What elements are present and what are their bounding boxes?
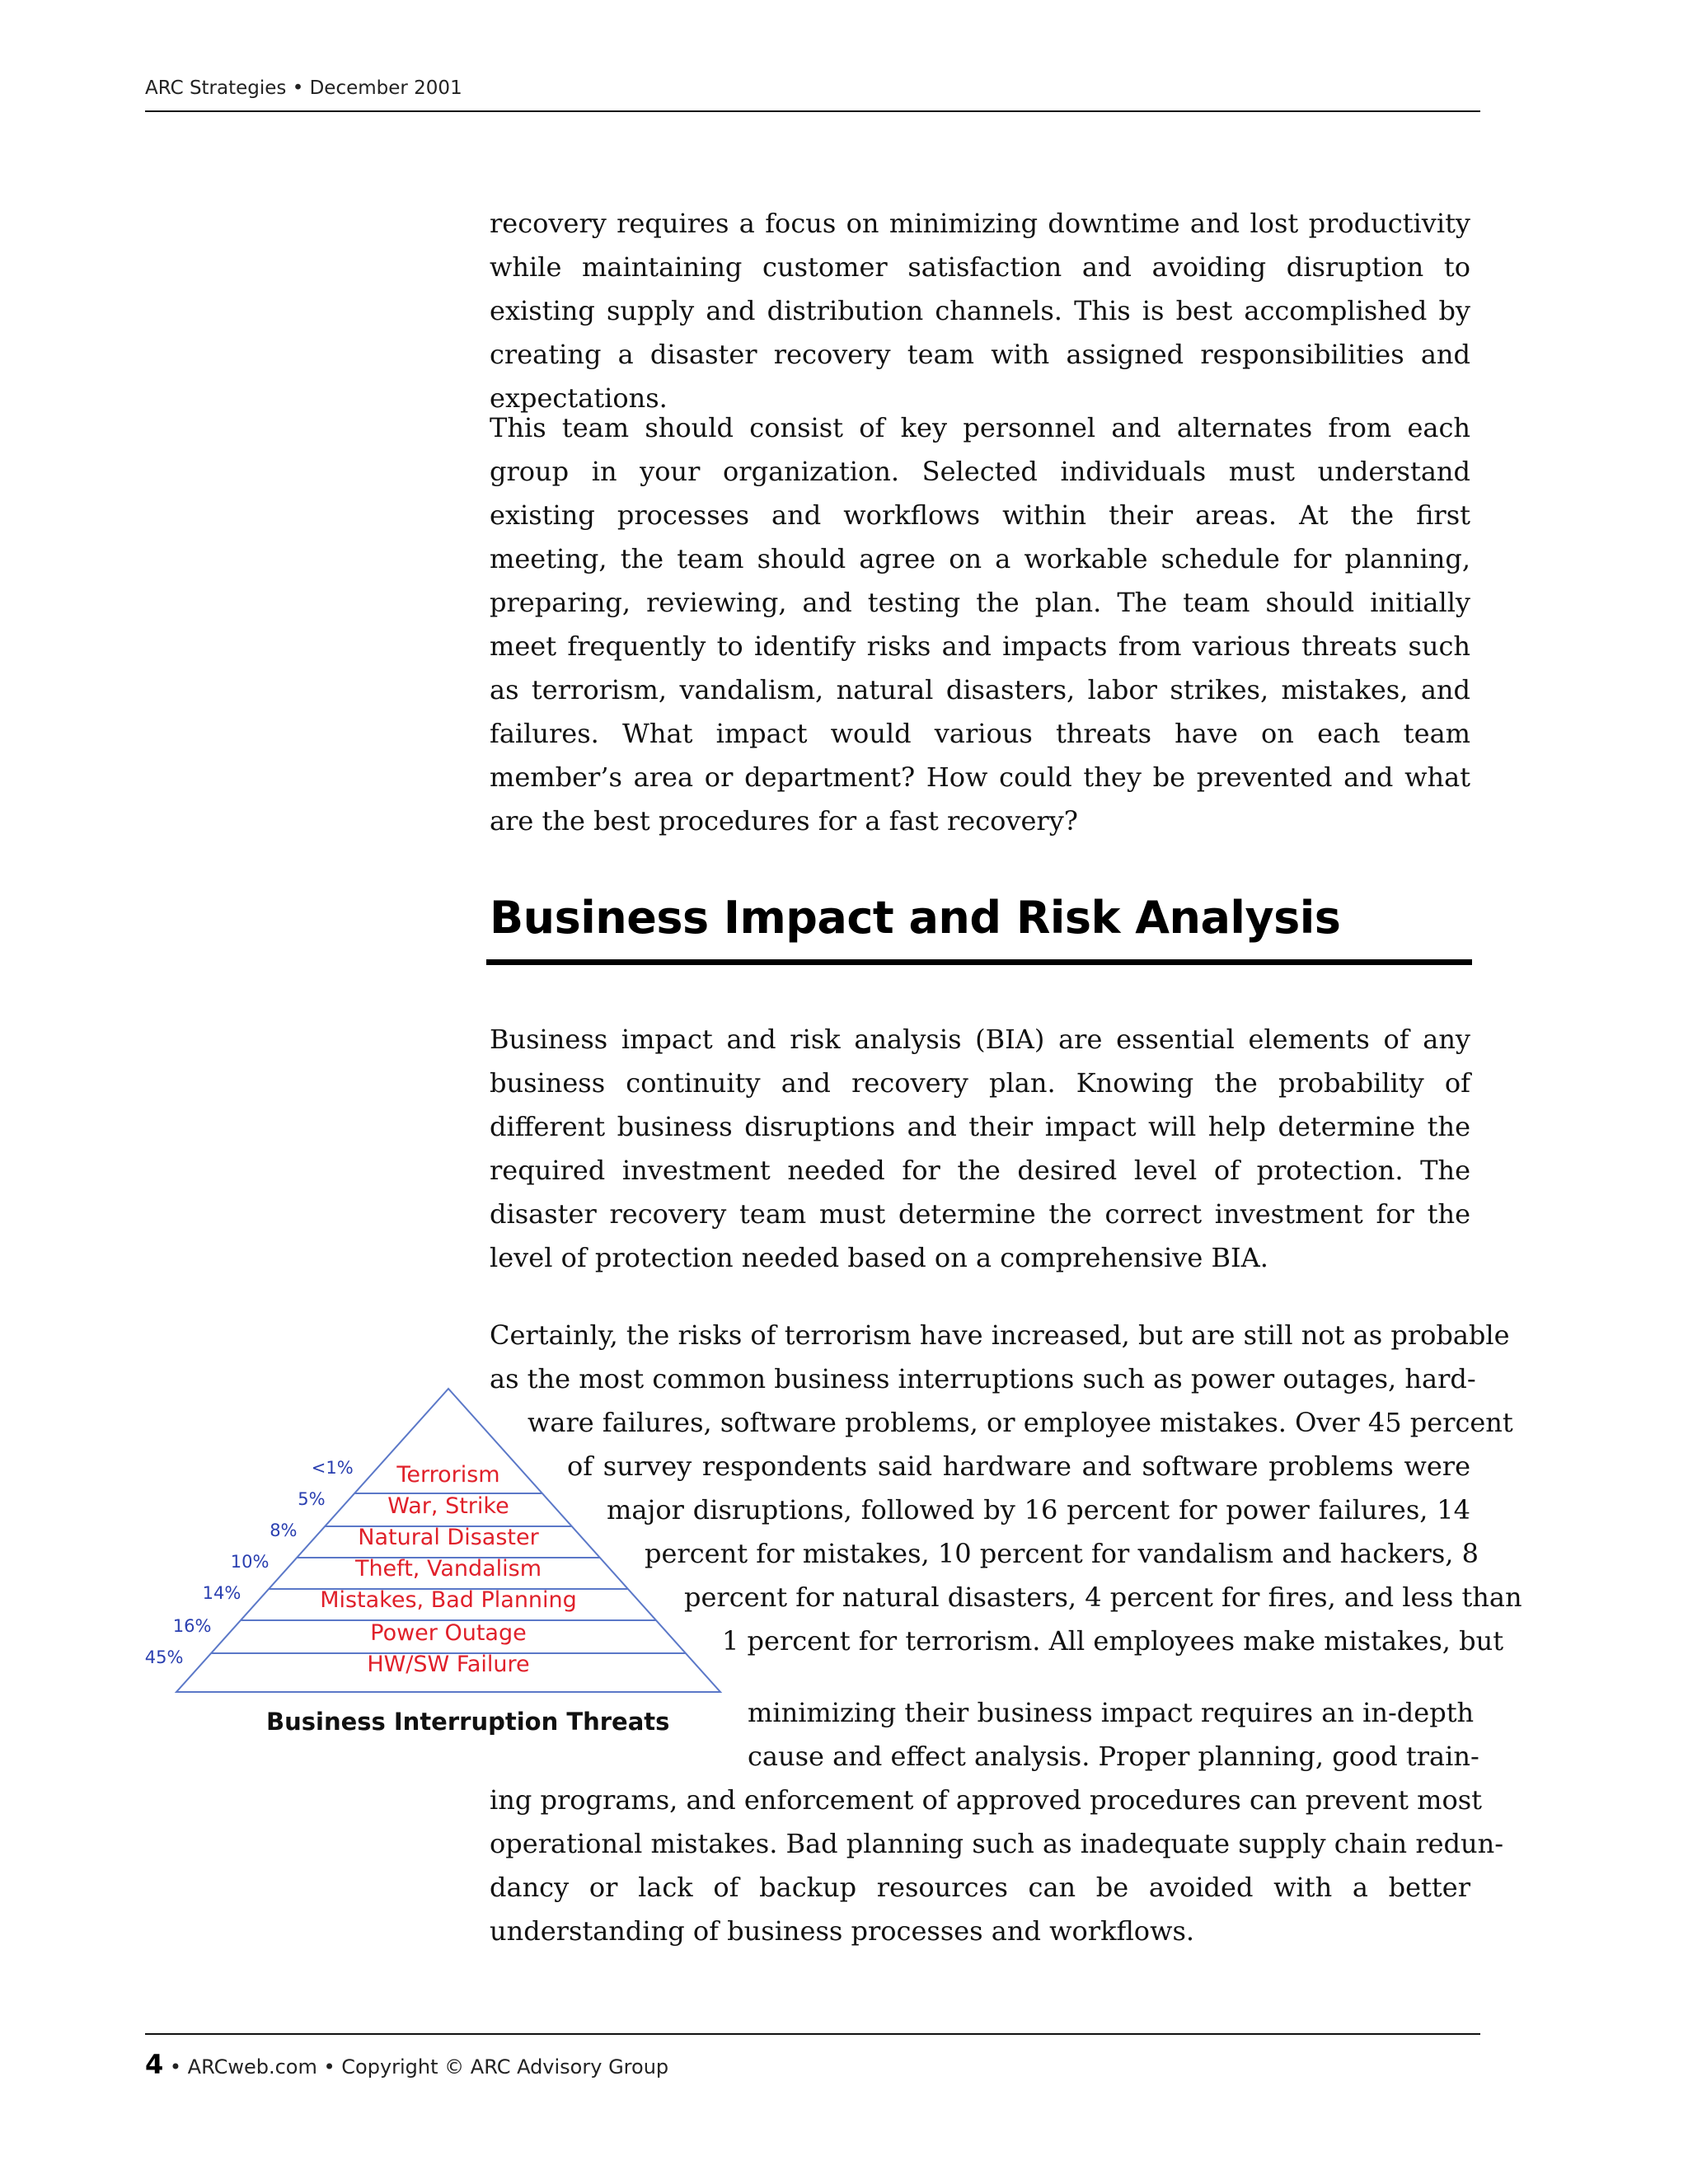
wrap-line: minimizing their business impact requires an in-depth	[748, 1697, 1475, 1728]
wrap-line: 1 percent for terrorism. All employees make mistakes, but	[722, 1625, 1504, 1657]
threat-pyramid-figure	[140, 1368, 734, 1747]
pyramid-tier-percent: 45%	[144, 1647, 184, 1667]
running-header: ARC Strategies • December 2001	[145, 77, 462, 99]
pyramid-tier-label: HW/SW Failure	[367, 1652, 530, 1677]
footer-rule	[145, 2033, 1480, 2035]
pyramid-tier-percent: 5%	[298, 1489, 326, 1509]
section-heading: Business Impact and Risk Analysis	[490, 892, 1341, 944]
pyramid-tier-percent: 16%	[172, 1616, 212, 1636]
pyramid-tier-label: Natural Disaster	[358, 1525, 539, 1550]
footer-text: • ARCweb.com • Copyright © ARC Advisory Group	[163, 2055, 669, 2079]
footer	[145, 2049, 668, 2080]
figure-caption: Business Interruption Threats	[266, 1708, 670, 1736]
wrap-line: ware failures, software problems, or employee mistakes. Over 45 percent	[528, 1407, 1513, 1438]
header-rule	[145, 110, 1480, 112]
pyramid-tier-label: Power Outage	[370, 1620, 527, 1646]
wrap-line: operational mistakes. Bad planning such as inadequate supply chain redun-	[490, 1828, 1504, 1859]
wrap-line: Certainly, the risks of terrorism have increased, but are still not as probable	[490, 1319, 1510, 1351]
pyramid-tier-percent: 14%	[202, 1583, 241, 1603]
pyramid-tier-label: Mistakes, Bad Planning	[320, 1587, 577, 1613]
wrap-line: percent for mistakes, 10 percent for vandalism and hackers, 8	[645, 1538, 1479, 1569]
pyramid-tier-percent: 8%	[270, 1521, 298, 1540]
paragraph-bia-intro: Business impact and risk analysis (BIA) are essential elements of any business continuity and recovery plan. Knowing the probability of different business disruptions and their impact will help determine the required investment needed for the desired level of protection. The disaster recovery team must determine the correct investment for the level of protection needed based on a comprehensive BIA.	[490, 1024, 1470, 1273]
wrap-line: as the most common business interruptions such as power outages, hard-	[490, 1363, 1476, 1394]
wrap-line: understanding of business processes and workflows.	[490, 1915, 1195, 1947]
section-heading-rule	[486, 959, 1472, 965]
pyramid-tier-percent: <1%	[311, 1458, 354, 1478]
pyramid-tier-label: Terrorism	[396, 1462, 500, 1488]
threat-pyramid	[140, 1368, 734, 1698]
wrap-line: ing programs, and enforcement of approved procedures can prevent most	[490, 1784, 1483, 1816]
paragraph-team-composition: This team should consist of key personnel and alternates from each group in your organization. Selected individuals must understand existing processes and workflows within their areas. At the first meeting, the team should agree on a workable schedule for planning, preparing, reviewing, and testing the plan. The team should initially meet frequently to identify risks and impacts from various threats such as terrorism, vandalism, natural disasters, labor strikes, mistakes, and failures. What impact would various threats have on each team member’s area or department? How could they be prevented and what are the best procedures for a fast recovery?	[490, 412, 1470, 837]
wrap-line: of survey respondents said hardware and software problems were	[567, 1451, 1470, 1482]
paragraph-recovery-focus: recovery requires a focus on minimizing downtime and lost productivity while maintaining customer satisfaction and avoiding disruption to existing supply and distribution channels. This is best accomplished by creating a disaster recovery team with assigned responsibilities and expectations.	[490, 208, 1470, 414]
pyramid-tier-label: Theft, Vandalism	[354, 1556, 542, 1582]
wrap-line: major disruptions, followed by 16 percent for power failures, 14	[607, 1494, 1470, 1526]
wrap-line: dancy or lack of backup resources can be avoided with a better	[490, 1872, 1470, 1903]
pyramid-tier-percent: 10%	[230, 1552, 270, 1572]
pyramid-tier-label: War, Strike	[387, 1493, 509, 1519]
wrap-line: cause and effect analysis. Proper planning, good train-	[748, 1741, 1479, 1772]
wrap-line: percent for natural disasters, 4 percent for fires, and less than	[684, 1582, 1522, 1613]
page-number: 4	[145, 2049, 164, 2080]
